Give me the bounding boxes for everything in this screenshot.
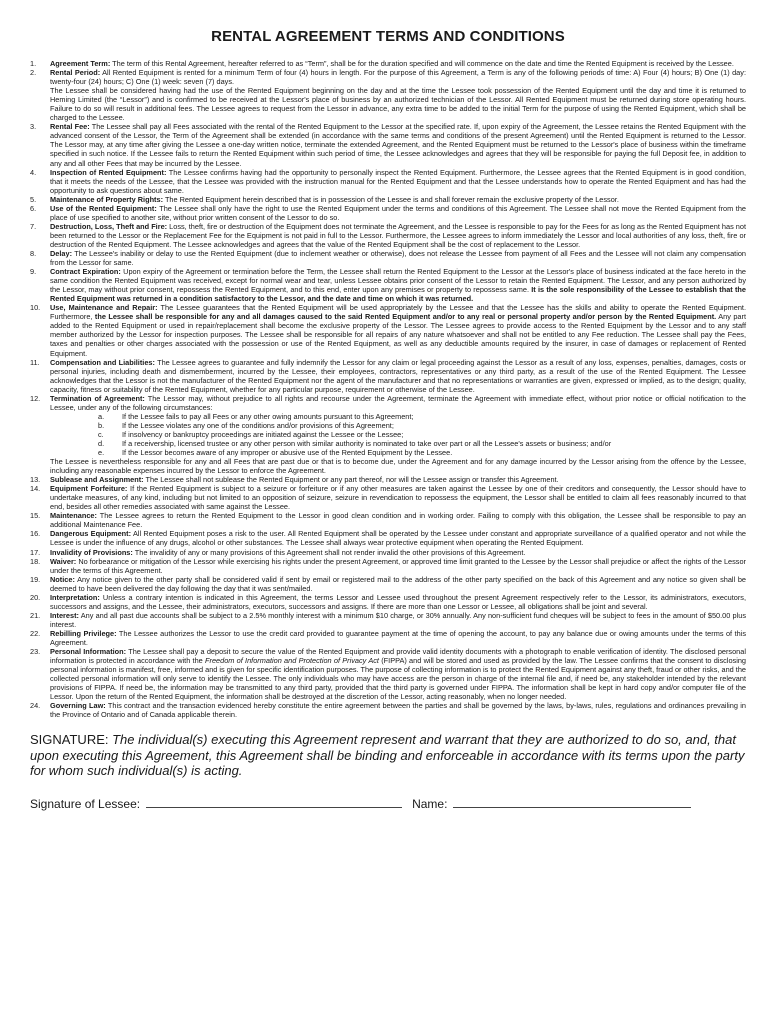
subitem-text: If the Lessee violates any one of the conditions and/or provisions of this Agreement; (122, 420, 394, 430)
signature-statement: The individual(s) executing this Agreement represent and warrant that they are authorized to do so, and, that upon executing this Agreement, this Agreement shall be binding and enforceable in accordance with its terms upon the party for whom such individual(s) is acting. (30, 732, 745, 779)
clause-number: 24. (30, 701, 41, 711)
clause-emphasis: the Lessee shall be responsible for any and all damages caused to the said Rented Equipment and/or to any real or personal property and/or person by the Rented Equipment. (94, 312, 717, 322)
clause-body (50, 168, 746, 195)
clause-heading: Waiver: (50, 556, 77, 566)
clause-subitem (30, 412, 746, 421)
subitem-text: If the Lessor becomes aware of any improper or abusive use of the Rented Equipment by the Lessee. (122, 448, 453, 458)
subitem-letter: c. (98, 429, 104, 439)
clause-body (50, 593, 746, 611)
clause-heading: Sublease and Assignment: (50, 475, 144, 485)
clause-subitem (30, 430, 746, 439)
clause-text-continued: (FIPPA) and will be stored and used as provided by the law. The Lessee confirms that the consent to disclosing personal information is manifest, free, informed and is given for specific identification purposes. The purpose of collecting information is to protect the Rented Equipment against any theft, fraud or other risks, and the collected personal information will only serve to identify the Lessee. The only individuals who may have access are the person in charge of the internal file and, if need be, any stakeholder intended by the relevant provisions of FIPPA. If need be, the information may be transmitted to any third party, provided that the third party is governed under FIPPA. The information shall be kept in hard copy and/or computer file of the Lessor. Upon the return of the Rented Equipment, the information shall be destroyed at the discretion of the Lessor, acting reasonably, when no longer needed. (50, 656, 746, 702)
clause-4 (30, 168, 746, 195)
clause-text: No forbearance or mitigation of the Lessor while exercising his rights under the present Agreement, or approved time limit granted to the Lessee by the Lessor shall prejudice or affect the rights of the Lessor under the terms of this Agreement. (50, 556, 746, 575)
clause-9 (30, 267, 746, 303)
clause-6 (30, 204, 746, 222)
clause-heading: Delay: (50, 248, 73, 258)
clause-number: 1. (30, 59, 37, 68)
clause-text: The Lessor may, without prejudice to all rights and recourse under the Agreement, terminate the Agreement with immediate effect, without prior notice or official notification to the Lessee, under any of the following circumstances: (50, 393, 746, 412)
clause-text: Any and all past due accounts shall be subject to a 2.5% monthly interest with a minimum $10 charge, or 30% annually. Any non-sufficient fund cheques will be subject to fees in the amount of $50.00 plus interest. (50, 610, 746, 629)
clause-15 (30, 511, 746, 529)
subitem-letter: a. (98, 411, 105, 421)
clause-body (50, 222, 746, 249)
clause-body (50, 59, 746, 68)
subitem-letter: e. (98, 448, 105, 458)
clause-heading: Agreement Term: (50, 59, 111, 68)
clause-number: 2. (30, 68, 37, 78)
clause-heading: Contract Expiration: (50, 267, 121, 277)
clause-number: 9. (30, 267, 37, 277)
clause-text: Upon expiry of the Agreement or termination before the Term, the Lessee shall return the Rented Equipment to the Lessor at the Lessor's place of business indicated at the face hereto in the same condition the Rented Equipment was received, except for normal wear and tear, unless Lessee obtains prior consent of the Lessor to retain the Rented Equipment. The Lessor, and any person authorized by the Lessor, may without prior consent, repossess the Rented Equipment, and to this end, enter upon any premises or property to repossess same. (50, 267, 746, 295)
clause-text: The Lessee guarantees that the Rented Equipment will be used appropriately by the Lessee and that the Lessee has the skills and ability to operate the Rented Equipment. Furthermore, (50, 303, 746, 322)
clause-body (50, 249, 746, 267)
clause-20 (30, 593, 746, 611)
clause-body (50, 358, 746, 394)
clause-number: 15. (30, 511, 41, 521)
clause-text: Loss, theft, fire or destruction of the Equipment does not terminate the Agreement, and the Lessee is responsible to pay for the Fees for as long as the Rented Equipment has not been returned to the Lessor or the Replacement Fee for the Equipment is not paid in full to the Lessor. Furthermore, the Lessee agrees to inform immediately the Lessor and local authorities of any loss, theft, fire or destruction of the Rented Equipment. The Lessee acknowledges and agrees that the value of the Rented Equipment shall be the cost of replacement to the Lessor. (50, 221, 746, 249)
clause-number: 5. (30, 194, 37, 204)
clause-subitem (30, 448, 746, 457)
clause-body (50, 611, 746, 629)
signature-line (30, 797, 746, 811)
clause-text: The Lessee agrees to return the Rented Equipment to the Lessor in good clean condition and in working order. Failing to comply with this obligation, the Lessee shall be responsible to pay an additional Maintenance Fee. (50, 511, 746, 530)
clause-body (50, 575, 746, 593)
clause-number: 10. (30, 303, 41, 313)
subitem-letter: b. (98, 420, 105, 430)
clause-number: 17. (30, 547, 41, 557)
clause-heading: Rebilling Privilege: (50, 628, 117, 638)
clause-12 (30, 394, 746, 412)
clause-body (50, 68, 746, 122)
clause-21 (30, 611, 746, 629)
subitem-text: If the Lessee fails to pay all Fees or any other owing amounts pursuant to this Agreement; (122, 411, 414, 421)
clause-heading: Interest: (50, 610, 79, 620)
clause-heading: Use of the Rented Equipment: (50, 203, 157, 213)
clause-heading: Use, Maintenance and Repair: (50, 303, 158, 313)
clause-text: If the Rented Equipment is subject to a seizure or forfeiture or if any other measures are taken against the Lessee by one of their creditors and consequently, the Lessor should have to undertake measures, of any kind, including but not limited to an opposition of seizure, seizure in revendication to repossess the equipment, the Lessor shall be entitled to claim all fees reasonably incurred to that end, besides all other remedies associated with same against the Lessee. (50, 484, 747, 512)
terms-list (30, 59, 746, 719)
clause-text: Any notice given to the other party shall be considered valid if sent by email or registered mail to the address of the other party specified on the back of this Agreement and any notice so given shall be deemed to have been delivered the day following the day that it was sent/mailed. (50, 574, 746, 593)
clause-text: The Lessee shall pay a deposit to secure the value of the Rented Equipment and provide valid identity documents with a photograph to enable verification of identity. The disclosed personal information is protected in accordance with the (50, 647, 746, 666)
clause-5 (30, 195, 746, 204)
signature-block (30, 732, 746, 779)
clause-number: 23. (30, 647, 41, 657)
clause-heading: Notice: (50, 574, 75, 584)
clause-heading: Destruction, Loss, Theft and Fire: (50, 221, 168, 231)
clause-body (50, 303, 746, 357)
clause-3 (30, 122, 746, 167)
clause-body (50, 122, 746, 167)
clause-heading: Governing Law: (50, 701, 106, 711)
clause-text: The Lessee authorizes the Lessor to use the credit card provided to guarantee payment at the time of opening the account, to pay any balance due or owing amounts under the terms of this Agreement. (50, 628, 747, 647)
clause-text: The Lessee shall pay all Fees associated with the rental of the Rented Equipment to the Lessor at the specified rate. If, upon expiry of the Agreement, the Lessee retains the Rented Equipment with the advanced consent of the Lessor, the Term of the Agreement shall be extended (in accordance with the same terms and conditions of the present Agreement) until the Rented Equipment is returned to the Lessor. The Lessor may, at any time after giving the Lessee a one-day written notice, terminate the extended Agreement, and the Rented Equipment must be returned to the Lessor's place of business within the timeframe specified in such notice. If the Lessee fails to return the Rented Equipment within such period of time, the Lessee acknowledges and agrees that they will be responsible for paying the full Deposit fee, in addition to any and all other Fees that may be incurred by the Lessee. (50, 122, 746, 168)
clause-body (50, 195, 746, 204)
clause-number: 20. (30, 592, 41, 602)
clause-number: 21. (30, 610, 41, 620)
clause-number: 19. (30, 574, 41, 584)
clause-text: The Lessee confirms having had the opportunity to personally inspect the Rented Equipment. Furthermore, the Lessee agrees that the Rented Equipment is in good condition, that it meets the needs of the Lessee, that the Lessee was provided with the instruction manual for the Rented Equipment and that the Lessee understands how to operate the Rented Equipment and has had the opportunity to ask questions about same. (50, 167, 746, 195)
clause-body (50, 701, 746, 719)
clause-heading: Inspection of Rented Equipment: (50, 167, 167, 177)
clause-text: The Lessee's inability or delay to use the Rented Equipment (due to inclement weather or otherwise), does not release the Lessee from payment of all Fees and the Lessee will not claim any compensation from the Lessor for same. (50, 248, 746, 268)
clause-body (50, 529, 746, 547)
clause-number: 18. (30, 556, 41, 566)
clause-body (50, 557, 746, 575)
clause-heading: Termination of Agreement: (50, 393, 145, 403)
clause-number: 11. (30, 357, 40, 367)
clause-number: 12. (30, 393, 41, 403)
clause-heading: Invalidity of Provisions: (50, 547, 133, 557)
clause-17 (30, 548, 746, 557)
clause-emphasis: It is the sole responsibility of the Lessee to establish that the Rented Equipment was returned in a condition satisfactory to the Lessor, and the date and time on which it was returned. (50, 285, 746, 304)
clause-heading: Rental Period: (50, 68, 101, 78)
clause-paragraph: The Lessee shall be considered having had the use of the Rented Equipment beginning on the day and at the time the Lessee took possession of the Rented Equipment until the day and time it is returned to Heming Limited (the “Lessor”) and is confirmed to be received at the Lessor's place of business by an authorized technician of the Lessor. All Rented Equipment must be returned during store operating hours. Failure to do so will result in additional fees. The Lessee agrees to request from the Lessor in advance, any extra time to be added to the initial Term for the purpose of using the Rented Equipment, which shall be charged to the Lessee. (50, 86, 746, 123)
clause-19 (30, 575, 746, 593)
signature-label: SIGNATURE: (30, 732, 109, 748)
document-title: RENTAL AGREEMENT TERMS AND CONDITIONS (211, 28, 565, 45)
clause-11 (30, 358, 746, 394)
clause-text: The Lessee shall not sublease the Rented Equipment or any part thereof, nor will the Lessee assign or transfer this Agreement. (143, 475, 559, 485)
clause-text: The invalidity of any or many provisions of this Agreement shall not render invalid the other provisions of this Agreement. (132, 547, 526, 557)
name-label: Name: (412, 796, 448, 811)
clause-heading: Equipment Forfeiture: (50, 484, 128, 494)
subitem-letter: d. (98, 438, 105, 448)
clause-body (50, 475, 746, 484)
clause-heading: Dangerous Equipment: (50, 529, 132, 539)
clause-number: 16. (30, 529, 41, 539)
clause-subitem (30, 439, 746, 448)
clause-text: The term of this Rental Agreement, hereafter referred to as “Term”, shall be for the duration specified and will commence on the date and time the Rented Equipment is received by the Lessee. (110, 59, 734, 68)
clause-24 (30, 701, 746, 719)
clause-body (50, 647, 746, 701)
clause-text: All Rented Equipment poses a risk to the user. All Rented Equipment shall be operated by the Lessee under constant and appropriate surveillance of a qualified operator and not while the Lessee is under the influence of any drugs, alcohol or other substances. The Lessee shall always wear protective equipment when operating the Rented Equipment. (50, 529, 746, 548)
clause-14 (30, 484, 746, 511)
clause-10 (30, 303, 746, 357)
clause-2 (30, 68, 746, 122)
clause-heading: Rental Fee: (50, 122, 90, 132)
clause-number: 6. (30, 203, 37, 213)
clause-body (50, 629, 746, 647)
clause-7 (30, 222, 746, 249)
clause-act-name: Freedom of Information and Protection of Privacy Act (205, 656, 379, 666)
clause-number: 14. (30, 484, 41, 494)
clause-number: 8. (30, 248, 37, 258)
clause-text: This contract and the transaction evidenced hereby constitute the entire agreement between the parties and shall be governed by the laws, by-laws, rules, regulations and ordinances prevailing in the Province of Ontario and of Canada applicable therein. (50, 701, 746, 720)
clause-8 (30, 249, 746, 267)
clause-23 (30, 647, 746, 701)
clause-number: 13. (30, 475, 41, 485)
clause-body (50, 394, 746, 412)
clause-text: The Rented Equipment herein described that is in possession of the Lessee is and shall forever remain the exclusive property of the Lessor. (163, 194, 619, 204)
clause-text: The Lessee shall only have the right to use the Rented Equipment under the terms and conditions of this Agreement. The Lessee shall not move the Rented Equipment from the place of use specified to another site, without prior written consent of the Lessor to do so. (50, 203, 746, 222)
clause-text: All Rented Equipment is rented for a minimum Term of four (4) hours in length. For the purpose of this Agreement, a Term is any of the following periods of time: A) Four (4) hours; B) One (1) day: twenty-four (24) hours; C) One (1) week: seven (7) days. (50, 68, 746, 87)
clause-text: Unless a contrary intention is indicated in this Agreement, the terms Lessor and Lessee used throughout the present Agreement respectively refer to the Lessor, its administrators, executors, successors and assigns, and the Lessee, their administrators, executors, successors and assigns. If there are more than one Lessor or Lessee, all obligations shall be joint and several. (50, 592, 746, 611)
clause-heading: Maintenance: (50, 511, 97, 521)
lessee-signature-label: Signature of Lessee: (30, 796, 141, 811)
clause-body (50, 267, 746, 303)
lessee-signature-field[interactable] (146, 797, 402, 808)
clause-continuation: The Lessee is nevertheless responsible for any and all Fees that are past due or that is to become due, under the Agreement and for any damage incurred by the Lessor arising from the offence by the Lessee, including any reasonable expenses incurred by the Lessor to enforce the Agreement. (50, 457, 746, 476)
clause-number: 7. (30, 221, 37, 231)
clause-18 (30, 557, 746, 575)
clause-1 (30, 59, 746, 68)
lessee-name-field[interactable] (453, 797, 691, 808)
clause-subitem (30, 421, 746, 430)
clause-heading: Interpretation: (50, 592, 100, 602)
subitem-text: If insolvency or bankruptcy proceedings are initiated against the Lessee or the Lessee; (122, 429, 404, 439)
clause-13 (30, 475, 746, 484)
clause-body (50, 548, 746, 557)
clause-heading: Maintenance of Property Rights: (50, 194, 164, 204)
clause-heading: Compensation and Liabilities: (50, 357, 155, 367)
clause-number: 3. (30, 122, 37, 132)
clause-body (50, 484, 746, 511)
clause-heading: Personal Information: (50, 647, 127, 657)
clause-text-continued: Any part added to the Rented Equipment or used in repair/replacement shall become the exclusive property of the Lessor. The Lessee agrees to provide access to the Rented Equipment by the Lessor and to any staff member authorized by the Lessor for inspection purposes. The Lessee shall be responsible for all repairs of any nature whatsoever and shall not be entitled to any Fee reduction. The Lessee shall pay the Fees, taxes and penalties or other charges associated with the possession or use of the Rented Equipment, as well as any deductible amounts required by the insurer, in case of damages or replacement of Rented Equipment. (50, 312, 747, 358)
clause-number: 22. (30, 628, 41, 638)
clause-body (50, 511, 746, 529)
clause-body (50, 204, 746, 222)
clause-number: 4. (30, 167, 37, 177)
clause-text: The Lessee agrees to guarantee and fully indemnify the Lessor for any claim or legal proceeding against the Lessor as a result of any loss, expenses, penalties, damages, costs or personal injuries, including death and dismemberment, incurred by the Lessee, their employees, contractors, representatives or any third party, as a result of the use of the Rented Equipment. The Lessee acknowledges that the Lessor is not the manufacturer of the Rented Equipment nor the agent of the manufacturer and that no representations or warranties are given, expressed or implied, as to the design; quality, capacity, fitness or suitability of the Rented Equipment, whether for any particular purpose, requirement or otherwise of the Lessee. (50, 357, 746, 394)
clause-22 (30, 629, 746, 647)
subitem-text: If a receivership, licensed trustee or any other person with similar authority is nominated to take over part or all the Lessee's assets or business; and/or (122, 438, 612, 448)
clause-16 (30, 529, 746, 547)
